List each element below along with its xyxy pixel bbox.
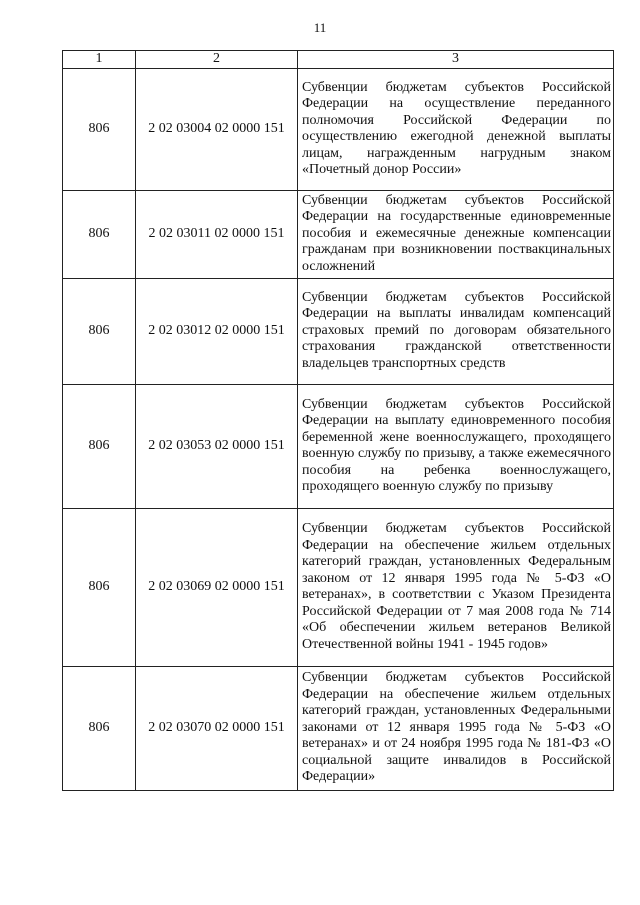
table-row (63, 384, 614, 508)
table-header-row (63, 51, 614, 69)
table-row (63, 666, 614, 790)
kbk-code-cell: 2 02 03070 02 0000 151 (136, 666, 298, 790)
kbk-code-cell: 2 02 03012 02 0000 151 (136, 278, 298, 384)
column-header-2: 2 (136, 51, 298, 69)
admin-code-cell: 806 (63, 68, 136, 190)
description-cell: Субвенции бюджетам субъектов Российской Федерации на обеспечение жильем отдельных категорий граждан, установленных Федеральными законами от 12 января 1995 года № 5-ФЗ «О ветеранах» и от 24 ноября 1995 года № 181-ФЗ «О социальной защите инвалидов в Российской Федерации» (298, 666, 614, 790)
column-header-3: 3 (298, 51, 614, 69)
table-row (63, 68, 614, 190)
kbk-code-cell: 2 02 03011 02 0000 151 (136, 190, 298, 278)
page-number: 11 (313, 20, 327, 35)
description-cell: Субвенции бюджетам субъектов Российской Федерации на осуществление переданного полномочия Российской Федерации по осуществлению ежегодной денежной выплаты лицам, награжденным нагрудным знаком «Почетный донор России» (298, 68, 614, 190)
budget-codes-table (62, 50, 614, 791)
kbk-code-cell: 2 02 03004 02 0000 151 (136, 68, 298, 190)
admin-code-cell: 806 (63, 666, 136, 790)
kbk-code-cell: 2 02 03069 02 0000 151 (136, 508, 298, 666)
column-header-1: 1 (63, 51, 136, 69)
admin-code-cell: 806 (63, 190, 136, 278)
table-row (63, 278, 614, 384)
admin-code-cell: 806 (63, 278, 136, 384)
description-cell: Субвенции бюджетам субъектов Российской Федерации на выплату единовременного пособия беременной жене военнослужащего, проходящего военную службу по призыву, а также ежемесячного пособия на ребенка военнослужащего, проходящего военную службу по призыву (298, 384, 614, 508)
admin-code-cell: 806 (63, 508, 136, 666)
table-row (63, 190, 614, 278)
kbk-code-cell: 2 02 03053 02 0000 151 (136, 384, 298, 508)
table-row (63, 508, 614, 666)
description-cell: Субвенции бюджетам субъектов Российской Федерации на обеспечение жильем отдельных категорий граждан, установленных Федеральным законом от 12 января 1995 года № 5-ФЗ «О ветеранах», в соответствии с Указом Президента Российской Федерации от 7 мая 2008 года № 714 «Об обеспечении жильем ветеранов Великой Отечественной войны 1941 - 1945 годов» (298, 508, 614, 666)
description-cell: Субвенции бюджетам субъектов Российской Федерации на выплаты инвалидам компенсаций страховых премий по договорам обязательного страхования гражданской ответственности владельцев транспортных средств (298, 278, 614, 384)
admin-code-cell: 806 (63, 384, 136, 508)
description-cell: Субвенции бюджетам субъектов Российской Федерации на государственные единовременные пособия и ежемесячные денежные компенсации гражданам при возникновении поствакцинальных осложнений (298, 190, 614, 278)
